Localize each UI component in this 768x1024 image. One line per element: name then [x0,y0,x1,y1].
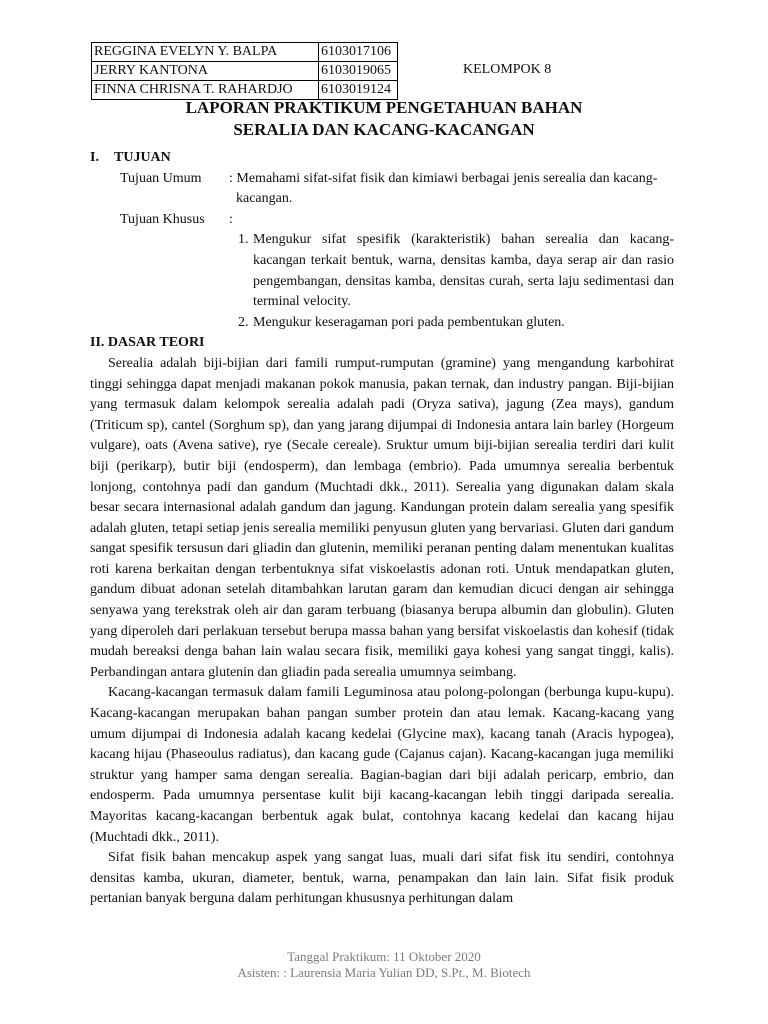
section-number: I. [90,150,99,165]
section-title: TUJUAN [114,150,171,165]
member-id: 6103017106 [319,43,398,62]
report-body [90,148,674,910]
section-number: II. [90,335,105,351]
group-label: KELOMPOK 8 [463,62,552,77]
practicum-date: Tanggal Praktikum: 11 Oktober 2020 [287,949,481,964]
specific-goal [90,210,674,231]
specific-goal-label: Tujuan Khusus [120,211,205,227]
general-goal-text: : Memahami sifat-sifat fisik dan kimiawi berbagai jenis serealia dan kacang-kacangan. [229,170,658,207]
group-members-table [91,42,398,100]
specific-goal-colon: : [229,211,233,227]
list-item-number: 1. [238,232,249,248]
member-id: 6103019124 [319,81,398,100]
assistant-name: Asisten: : Laurensia Maria Yulian DD, S.Pt., M. Biotech [237,965,531,980]
member-row [92,43,398,62]
section-title: DASAR TEORI [107,335,205,351]
section-heading-tujuan [90,148,674,169]
member-row [92,62,398,81]
general-goal [90,169,674,210]
member-name: JERRY KANTONA [92,62,319,81]
paragraph-sifat-fisik: Sifat fisik bahan mencakup aspek yang sangat luas, muali dari sifat fisk itu sendiri, contohnya densitas kamba, ukuran, diameter, bentuk, warna, penampakan dan lain lain. Sifat fisik produk pertanian banyak berguna dalam perhitungan khususnya perhitungan dalam [90,850,674,907]
specific-goal-list [90,230,674,333]
list-item [90,313,674,334]
paragraph-kacang: Kacang-kacangan termasuk dalam famili Leguminosa atau polong-polongan (berbunga kupu-kupu). Kacang-kacangan merupakan bahan pangan sumber protein dan atau lemak. Kacang-kacang yang umum dijumpai di Indonesia adalah kacang kedelai (Glycine max), kacang tanah (Aracis hypogea), kacang hijau (Phaseoulus radiatus), dan kacang gude (Cajanus cajan). Kacang-kacangan juga memiliki struktur yang hamper sama dengan serealia. Bagian-bagian dari biji adalah pericarp, embrio, dan endosperm. Pada umumnya persentase kulit biji kacang-kacangan lebih tinggi daripada serealia. Mayoritas kacang-kacangan berbentuk agak bulat, contohnya kacang kedelai dan kacang hijau (Muchtadi dkk., 2011). [90,685,674,845]
member-name: REGGINA EVELYN Y. BALPA [92,43,319,62]
member-name: FINNA CHRISNA T. RAHARDJO [92,81,319,100]
list-item-number: 2. [238,314,249,330]
section-heading-dasar-teori [90,333,674,354]
member-id: 6103019065 [319,62,398,81]
report-title [0,97,768,141]
general-goal-label: Tujuan Umum [120,170,202,186]
title-line-2: SERALIA DAN KACANG-KACANGAN [233,120,535,139]
list-item-text: Mengukur sifat spesifik (karakteristik) bahan serealia dan kacang-kacangan terkait bentuk, warna, densitas kamba, daya serap air dan rasio pengembangan, densitas kamba, densitas curah, serta laju sedimentasi dan terminal velocity. [253,232,674,310]
paragraph-serealia: Serealia adalah biji-bijian dari famili rumput-rumputan (gramine) yang mengandung karbohirat tinggi sehingga dapat menjadi makanan pokok manusia, pakan ternak, dan industry pangan. Biji-bijian yang termasuk dalam kelompok serealia adalah padi (Oryza sativa), jagung (Zea mays), gandum (Triticum sp), cantel (Sorghum sp), dan yang jarang dijumpai di Indonesia antara lain barley (Horgeum vulgare), oats (Avena sative), rye (Secale cereale). Sruktur umum biji-bijian serealia terdiri dari kulit biji (perikarp), butir biji (endosperm), dan lembaga (embrio). Pada umumnya serealia berbentuk lonjong, contohnya padi dan gandum (Muchtadi dkk., 2011). Serealia yang digunakan dalam skala besar secara internasional adalah gandum dan jagung. Kandungan protein dalam serealia yang spesifik adalah gluten, tetapi setiap jenis serealia memiliki penyusun gluten yang bervariasi. Gluten dari gandum sangat spesifik tersusun dari gliadin dan glutenin, memiliki peranan penting dalam menentukan kualitas roti karena berkaitan dengan terbentuknya sifat viskoelastis adonan roti. Untuk mendapatkan gluten, gandum dibuat adonan setelah ditambahkan larutan garam dan kemudian dicuci dengan air sehingga senyawa yang terekstrak oleh air dan garam terbuang (biasanya berupa albumin dan globulin). Gluten yang diperoleh dari perlakuan tersebut berupa massa bahan yang bersifat viskoelastis dan kohesif (tidak mudah bereaksi denga bahan lain walau secara fisik, memiliki gaya kohesi yang sangat tinggi, kalis). Perbandingan antara glutenin dan gliadin pada serealia umumnya seimbang. [90,355,674,680]
title-line-1: LAPORAN PRAKTIKUM PENGETAHUAN BAHAN [185,98,583,117]
page-footer [0,949,768,981]
list-item [90,230,674,312]
list-item-text: Mengukur keseragaman pori pada pembentukan gluten. [253,314,565,330]
